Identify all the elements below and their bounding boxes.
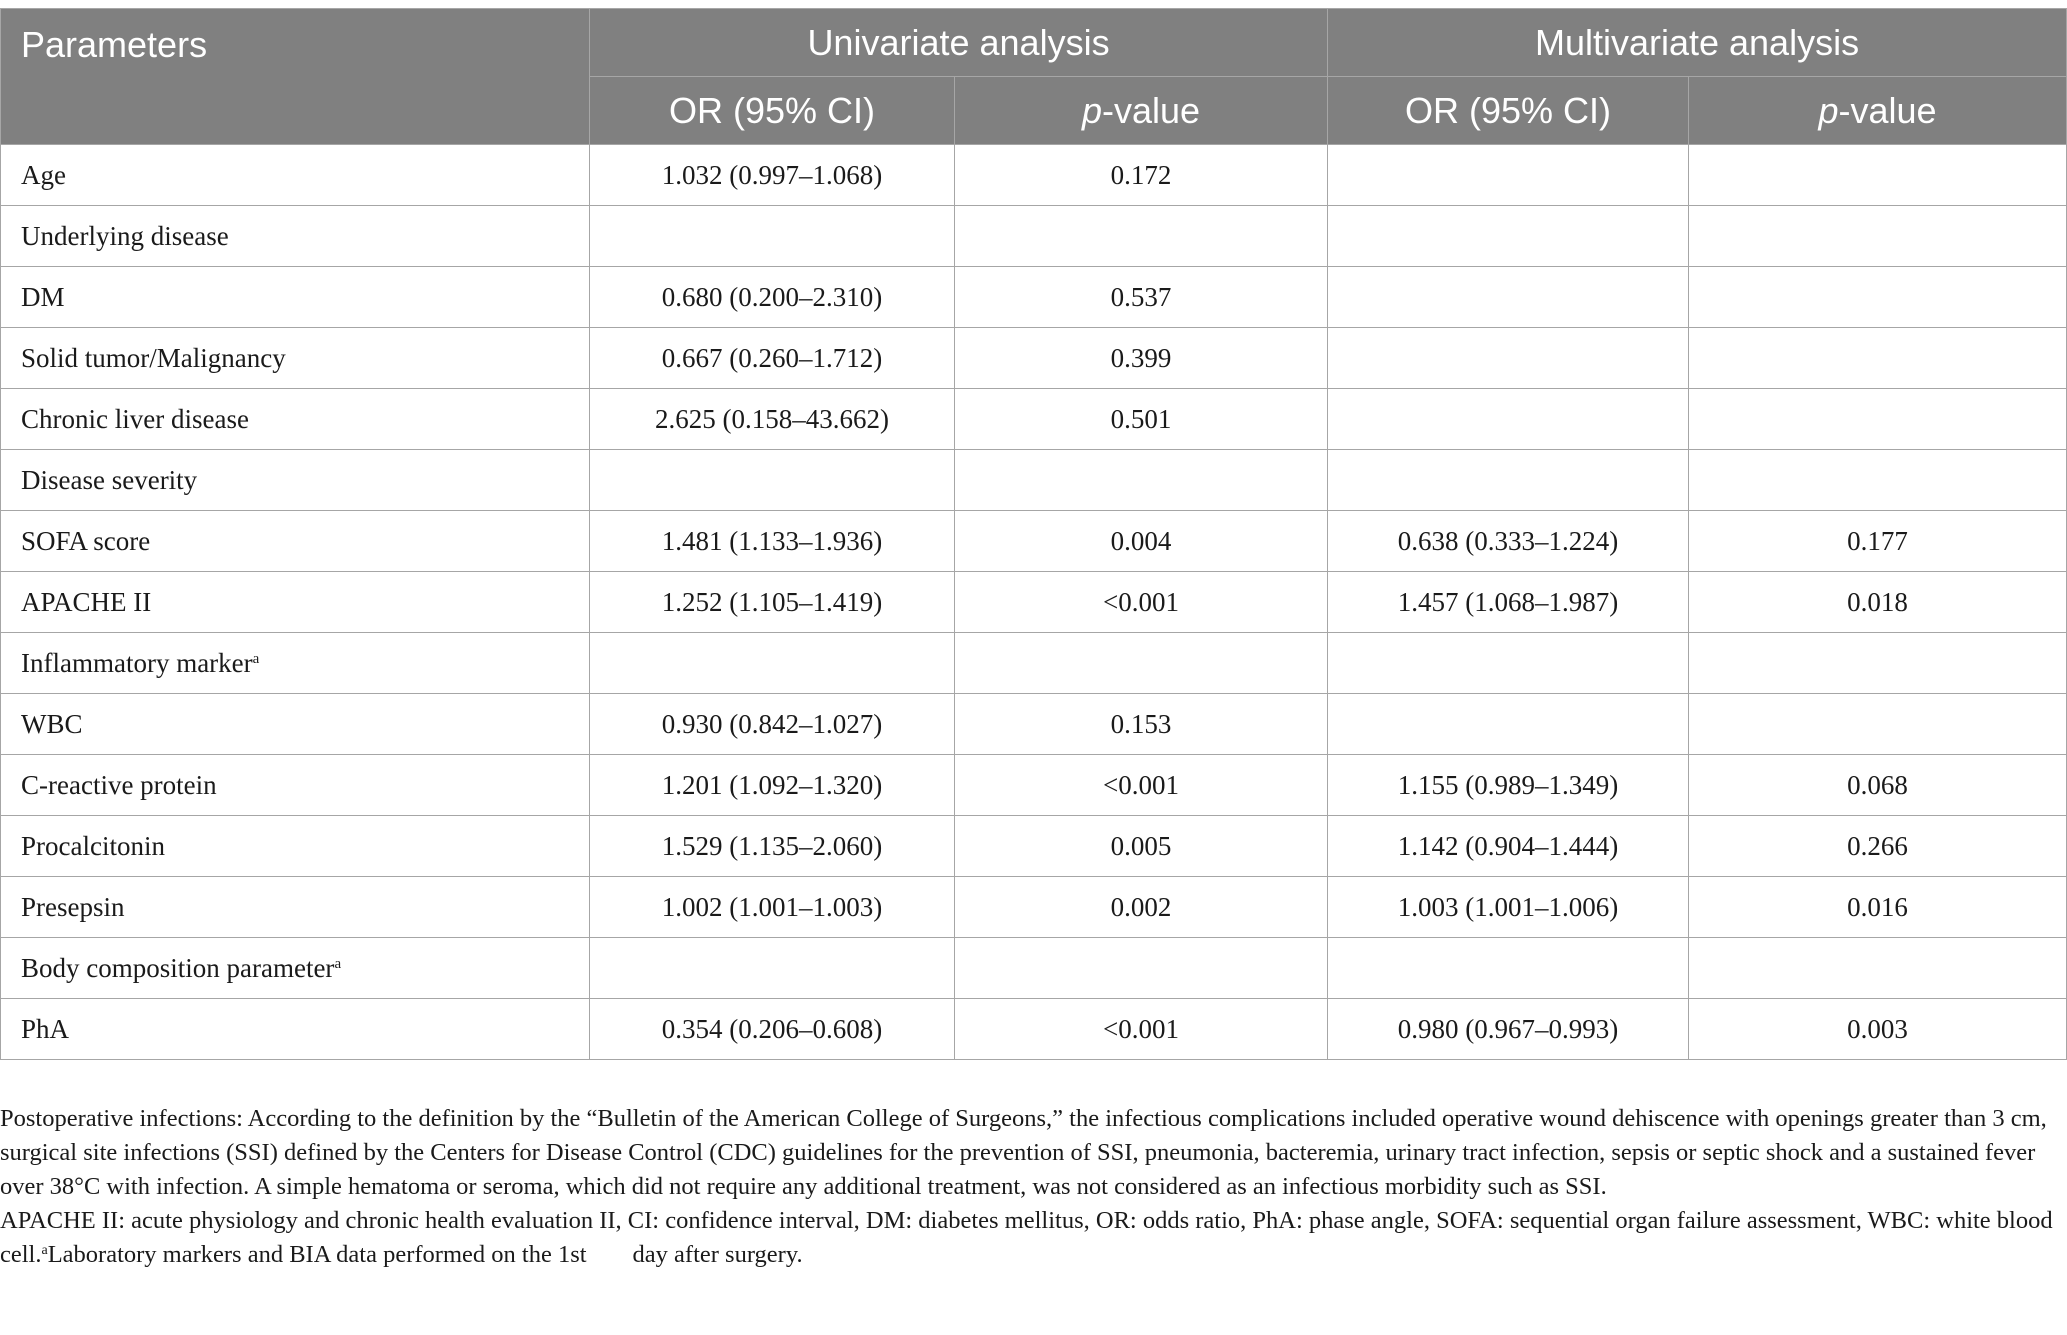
univariate-p-value-cell: 0.153 bbox=[955, 694, 1328, 755]
univariate-or-ci-cell bbox=[590, 633, 955, 694]
table-row bbox=[1, 755, 2067, 816]
univariate-or-ci-cell: 1.032 (0.997–1.068) bbox=[590, 145, 955, 206]
table-row bbox=[1, 206, 2067, 267]
table-row bbox=[1, 145, 2067, 206]
footnote-a-text: Laboratory markers and BIA data performed on the 1st bbox=[47, 1241, 587, 1268]
parameter-label: Chronic liver disease bbox=[21, 403, 249, 434]
footnote-marker: a bbox=[252, 650, 260, 667]
multivariate-p-value-cell bbox=[1689, 938, 2067, 999]
table-row bbox=[1, 877, 2067, 938]
logistic-regression-table bbox=[0, 8, 2067, 1060]
row-parameter bbox=[1, 633, 590, 694]
multivariate-p-value-cell: 0.266 bbox=[1689, 816, 2067, 877]
multivariate-p-value-cell bbox=[1689, 633, 2067, 694]
table-row bbox=[1, 328, 2067, 389]
multivariate-or-ci-cell: 1.155 (0.989–1.349) bbox=[1328, 755, 1689, 816]
univariate-or-ci-cell: 0.930 (0.842–1.027) bbox=[590, 694, 955, 755]
footnote-marker-a: a bbox=[41, 1243, 48, 1258]
univariate-p-value-cell: 0.004 bbox=[955, 511, 1328, 572]
row-parameter bbox=[1, 511, 590, 572]
header-multivariate-analysis: Multivariate analysis bbox=[1328, 9, 2067, 77]
parameter-label: Procalcitonin bbox=[21, 830, 165, 861]
row-parameter bbox=[1, 572, 590, 633]
multivariate-p-value-cell: 0.003 bbox=[1689, 999, 2067, 1060]
table-row bbox=[1, 694, 2067, 755]
row-parameter bbox=[1, 389, 590, 450]
table-row bbox=[1, 572, 2067, 633]
multivariate-p-value-cell bbox=[1689, 328, 2067, 389]
table-row bbox=[1, 938, 2067, 999]
multivariate-or-ci-cell: 0.638 (0.333–1.224) bbox=[1328, 511, 1689, 572]
parameter-label: Body composition parameter bbox=[21, 952, 335, 983]
row-parameter bbox=[1, 328, 590, 389]
multivariate-p-value-cell bbox=[1689, 267, 2067, 328]
multivariate-or-ci-cell bbox=[1328, 328, 1689, 389]
univariate-or-ci-cell: 1.481 (1.133–1.936) bbox=[590, 511, 955, 572]
multivariate-p-value-cell bbox=[1689, 450, 2067, 511]
univariate-p-value-cell: 0.501 bbox=[955, 389, 1328, 450]
parameter-label: Inflammatory marker bbox=[21, 647, 253, 678]
table-row bbox=[1, 511, 2067, 572]
parameter-label: Underlying disease bbox=[21, 220, 229, 251]
row-parameter bbox=[1, 145, 590, 206]
table-row bbox=[1, 633, 2067, 694]
row-parameter bbox=[1, 877, 590, 938]
row-parameter bbox=[1, 694, 590, 755]
multivariate-p-value-cell: 0.068 bbox=[1689, 755, 2067, 816]
multivariate-p-value-cell bbox=[1689, 389, 2067, 450]
header-multivariate-p-value bbox=[1689, 77, 2067, 145]
multivariate-or-ci-cell bbox=[1328, 145, 1689, 206]
parameter-label: Solid tumor/Malignancy bbox=[21, 342, 286, 373]
footnote-abbreviations bbox=[0, 1204, 2067, 1272]
multivariate-or-ci-cell: 1.457 (1.068–1.987) bbox=[1328, 572, 1689, 633]
parameter-label: DM bbox=[21, 281, 65, 312]
table-row bbox=[1, 999, 2067, 1060]
multivariate-p-value-cell: 0.016 bbox=[1689, 877, 2067, 938]
parameter-label: APACHE II bbox=[21, 586, 152, 617]
parameter-label: PhA bbox=[21, 1013, 70, 1044]
table-row bbox=[1, 450, 2067, 511]
univariate-or-ci-cell: 1.252 (1.105–1.419) bbox=[590, 572, 955, 633]
results-table-container bbox=[0, 8, 2067, 1060]
row-parameter bbox=[1, 755, 590, 816]
multivariate-p-value-cell: 0.018 bbox=[1689, 572, 2067, 633]
multivariate-p-value-cell: 0.177 bbox=[1689, 511, 2067, 572]
parameter-label: C-reactive protein bbox=[21, 769, 217, 800]
univariate-p-value-cell bbox=[955, 450, 1328, 511]
row-parameter bbox=[1, 206, 590, 267]
univariate-or-ci-cell bbox=[590, 206, 955, 267]
multivariate-or-ci-cell bbox=[1328, 633, 1689, 694]
univariate-p-value-cell bbox=[955, 938, 1328, 999]
row-parameter bbox=[1, 267, 590, 328]
p-italic: p bbox=[1081, 89, 1102, 131]
univariate-p-value-cell bbox=[955, 206, 1328, 267]
multivariate-or-ci-cell bbox=[1328, 389, 1689, 450]
parameter-label: Age bbox=[21, 159, 66, 190]
table-row bbox=[1, 389, 2067, 450]
univariate-or-ci-cell: 0.354 (0.206–0.608) bbox=[590, 999, 955, 1060]
multivariate-or-ci-cell bbox=[1328, 938, 1689, 999]
header-parameters: Parameters bbox=[1, 9, 590, 145]
multivariate-or-ci-cell bbox=[1328, 206, 1689, 267]
p-suffix: -value bbox=[1838, 89, 1937, 131]
univariate-p-value-cell: <0.001 bbox=[955, 999, 1328, 1060]
table-header bbox=[1, 9, 2067, 145]
p-italic: p bbox=[1818, 89, 1839, 131]
univariate-p-value-cell: 0.537 bbox=[955, 267, 1328, 328]
univariate-p-value-cell: 0.005 bbox=[955, 816, 1328, 877]
univariate-or-ci-cell bbox=[590, 450, 955, 511]
multivariate-or-ci-cell: 1.003 (1.001–1.006) bbox=[1328, 877, 1689, 938]
univariate-or-ci-cell: 1.529 (1.135–2.060) bbox=[590, 816, 955, 877]
univariate-p-value-cell: 0.002 bbox=[955, 877, 1328, 938]
univariate-or-ci-cell: 0.680 (0.200–2.310) bbox=[590, 267, 955, 328]
parameter-label: Presepsin bbox=[21, 891, 125, 922]
row-parameter bbox=[1, 816, 590, 877]
multivariate-or-ci-cell: 1.142 (0.904–1.444) bbox=[1328, 816, 1689, 877]
p-suffix: -value bbox=[1101, 89, 1201, 131]
parameter-label: SOFA score bbox=[21, 525, 151, 556]
table-row bbox=[1, 267, 2067, 328]
multivariate-or-ci-cell bbox=[1328, 450, 1689, 511]
header-univariate-analysis: Univariate analysis bbox=[590, 9, 1328, 77]
univariate-or-ci-cell: 0.667 (0.260–1.712) bbox=[590, 328, 955, 389]
univariate-p-value-cell: 0.172 bbox=[955, 145, 1328, 206]
header-multivariate-or-ci: OR (95% CI) bbox=[1328, 77, 1689, 145]
univariate-or-ci-cell bbox=[590, 938, 955, 999]
multivariate-or-ci-cell: 0.980 (0.967–0.993) bbox=[1328, 999, 1689, 1060]
univariate-p-value-cell: 0.399 bbox=[955, 328, 1328, 389]
footnote-marker: a bbox=[334, 955, 342, 972]
multivariate-or-ci-cell bbox=[1328, 694, 1689, 755]
univariate-p-value-cell: <0.001 bbox=[955, 755, 1328, 816]
abbreviations-text: APACHE II: acute physiology and chronic health evaluation II, CI: confidence interval, DM: diabetes mellitus, OR: odds ratio, PhA: phase angle, SOFA: sequential organ failure assessment, WBC: white blood cell. bbox=[0, 1207, 2053, 1268]
table-body bbox=[1, 145, 2067, 1060]
footnote-definition: Postoperative infections: According to the definition by the “Bulletin of the American College of Surgeons,” the infectious complications included operative wound dehiscence with openings greater than 3 cm, surgical site infections (SSI) defined by the Centers for Disease Control (CDC) guidelines for the prevention of SSI, pneumonia, bacteremia, urinary tract infection, sepsis or septic shock and a sustained fever over 38°C with infection. A simple hematoma or seroma, which did not require any additional treatment, was not considered as an infectious morbidity such as SSI. bbox=[0, 1105, 2047, 1200]
row-parameter bbox=[1, 999, 590, 1060]
univariate-p-value-cell: <0.001 bbox=[955, 572, 1328, 633]
parameter-label: WBC bbox=[21, 708, 83, 739]
header-univariate-p-value bbox=[955, 77, 1328, 145]
univariate-p-value-cell bbox=[955, 633, 1328, 694]
multivariate-or-ci-cell bbox=[1328, 267, 1689, 328]
row-parameter bbox=[1, 938, 590, 999]
table-footnotes bbox=[0, 1102, 2067, 1272]
footnote-a-tail: day after surgery. bbox=[632, 1241, 803, 1268]
parameter-label: Disease severity bbox=[21, 464, 198, 495]
multivariate-p-value-cell bbox=[1689, 145, 2067, 206]
multivariate-p-value-cell bbox=[1689, 694, 2067, 755]
univariate-or-ci-cell: 2.625 (0.158–43.662) bbox=[590, 389, 955, 450]
header-univariate-or-ci: OR (95% CI) bbox=[590, 77, 955, 145]
univariate-or-ci-cell: 1.002 (1.001–1.003) bbox=[590, 877, 955, 938]
univariate-or-ci-cell: 1.201 (1.092–1.320) bbox=[590, 755, 955, 816]
multivariate-p-value-cell bbox=[1689, 206, 2067, 267]
table-row bbox=[1, 816, 2067, 877]
row-parameter bbox=[1, 450, 590, 511]
